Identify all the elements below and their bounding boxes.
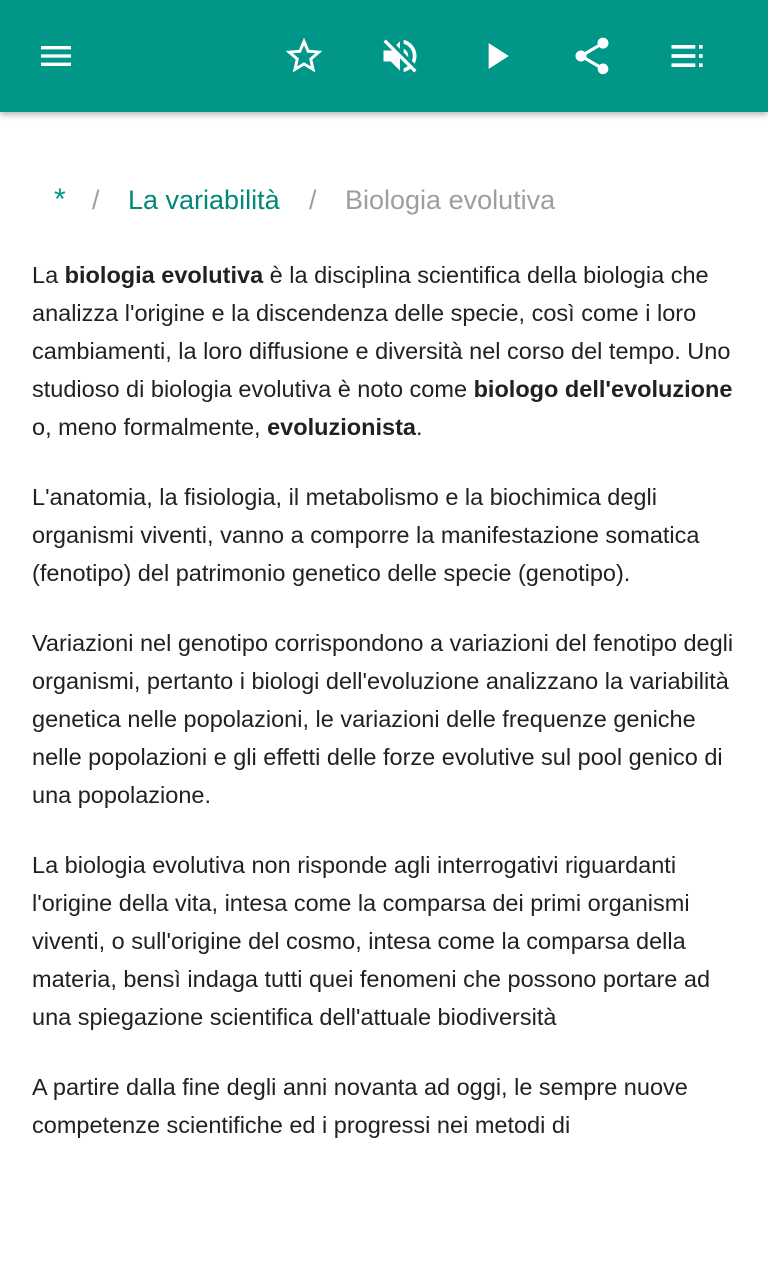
menu-button[interactable]	[16, 16, 96, 96]
breadcrumb-parent-link[interactable]: La variabilità	[128, 185, 280, 215]
article-paragraph: Variazioni nel genotipo corrispondono a variazioni del fenotipo degli organismi, pertanto i biologi dell'evoluzione analizzano la variabilità genetica nelle popolazioni, le variazioni delle frequenze geniche nelle popolazioni e gli effetti delle forze evolutive sul pool genico di una popolazione.	[32, 630, 734, 808]
breadcrumb-separator: /	[92, 185, 100, 215]
article-paragraph: L'anatomia, la fisiologia, il metabolismo e la biochimica degli organismi viventi, vanno a comporre la manifestazione somatica (fenotipo) del patrimonio genetico delle specie (genotipo).	[32, 484, 700, 586]
share-icon	[570, 34, 614, 78]
bold-term: evoluzionista	[267, 414, 416, 440]
article-paragraph	[32, 256, 736, 446]
app-toolbar	[0, 0, 768, 112]
favorite-button[interactable]	[264, 16, 344, 96]
article-paragraph: La biologia evolutiva non risponde agli interrogativi riguardanti l'origine della vita, intesa come la comparsa dei primi organismi viventi, o sull'origine del cosmo, intesa come la comparsa della materia, bensì indaga tutti quei fenomeni che possono portare ad una spiegazione scientifica dell'attuale biodiversità	[32, 852, 711, 1030]
volume-off-icon	[378, 34, 422, 78]
menu-icon	[36, 36, 76, 76]
playlist-button[interactable]	[648, 16, 728, 96]
breadcrumb-current: Biologia evolutiva	[345, 185, 556, 215]
content-area	[0, 112, 768, 1280]
article-body	[32, 256, 736, 1176]
breadcrumb-separator: /	[309, 185, 317, 215]
article-text: o, meno formalmente,	[32, 414, 268, 440]
article-paragraph: A partire dalla fine degli anni novanta ad oggi, le sempre nuove competenze scientifiche ed i progressi nei metodi di	[32, 1074, 688, 1138]
star-outline-icon	[282, 34, 326, 78]
article-text: .	[415, 414, 423, 440]
article-text: è la disciplina scientifica della biologia che analizza l'origine e la discendenza delle specie, così come i loro cambiamenti, la loro diffusione e diversità nel corso del tempo. Uno studioso di biologia evolutiva è noto come	[32, 262, 731, 402]
breadcrumb	[0, 180, 768, 220]
play-icon	[474, 34, 518, 78]
bold-term: biologo dell'evoluzione	[473, 376, 733, 402]
bold-term: biologia evolutiva	[64, 262, 264, 288]
mute-button[interactable]	[360, 16, 440, 96]
share-button[interactable]	[552, 16, 632, 96]
breadcrumb-home-link[interactable]: *	[54, 183, 66, 216]
play-button[interactable]	[456, 16, 536, 96]
article-text: La	[32, 262, 65, 288]
playlist-icon	[666, 34, 710, 78]
